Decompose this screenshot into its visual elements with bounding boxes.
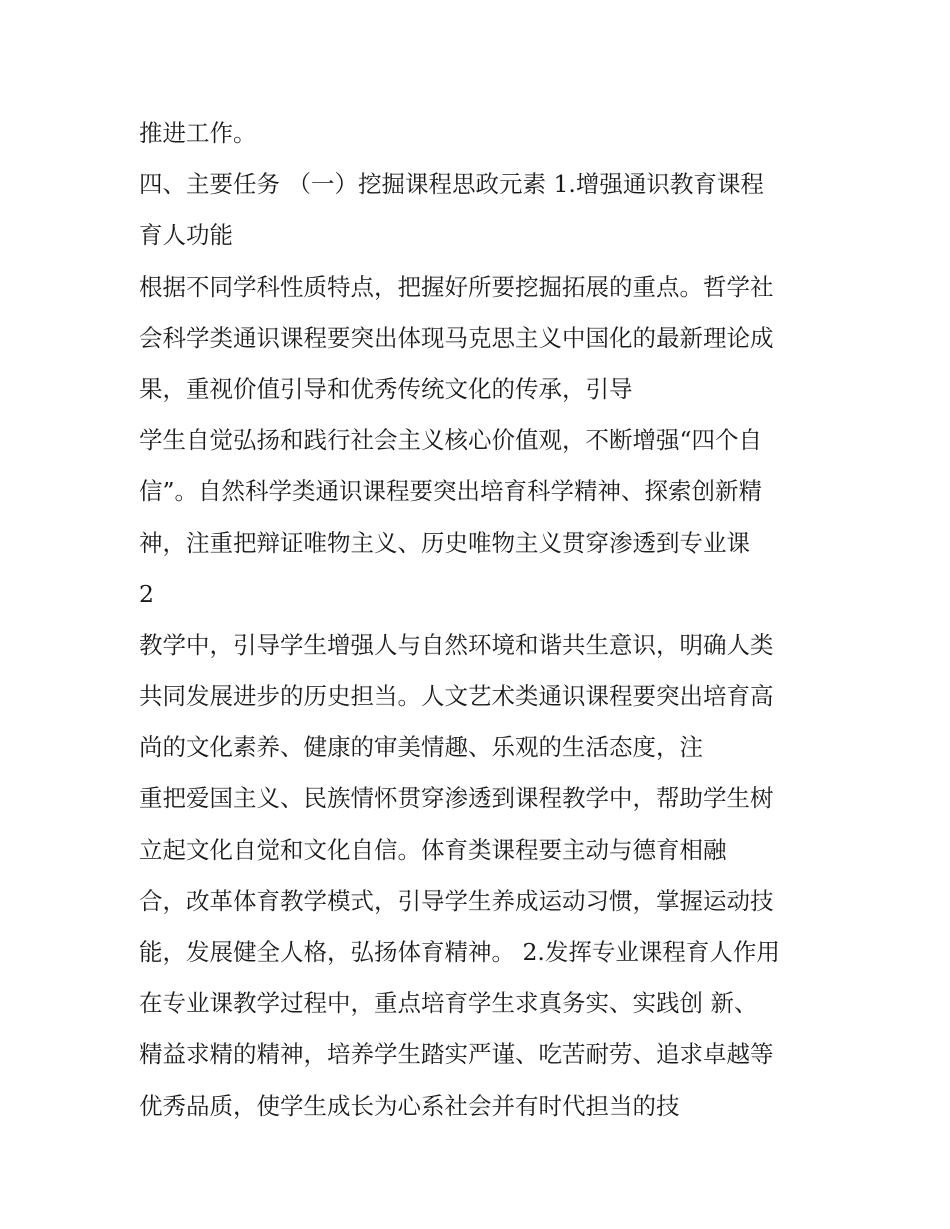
text-line: 能，发展健全人格，弘扬体育精神。 2.发挥专业课程育人作用 <box>139 938 780 966</box>
text-line: 尚的文化素养、健康的审美情趣、乐观的生活态度，注 <box>139 733 703 762</box>
text-line: 果，重视价值引导和优秀传统文化的传承，引导 <box>139 374 633 403</box>
section-heading-line: 四、主要任务 （一）挖掘课程思政元素 1.增强通识教育课程 <box>139 170 764 199</box>
text-line: 立起文化自觉和文化自信。体育类课程要主动与德育相融 <box>139 835 727 864</box>
text-line: 学生自觉弘扬和践行社会主义核心价值观，不断增强“四个自 <box>139 426 763 455</box>
text-line: 精益求精的精神，培养学生踏实严谨、吃苦耐劳、追求卓越等 <box>139 1040 774 1069</box>
text-line: 会科学类通识课程要突出体现马克思主义中国化的最新理论成 <box>139 323 774 352</box>
text-line: 神，注重把辩证唯物主义、历史唯物主义贯穿渗透到专业课 <box>139 528 750 557</box>
text-line: 推进工作。 <box>139 119 257 147</box>
text-line: 信”。自然科学类通识课程要突出培育科学精神、探索创新精 <box>139 477 763 506</box>
text-line: 重把爱国主义、民族情怀贯穿渗透到课程教学中，帮助学生树 <box>139 784 774 813</box>
page-number: 2 <box>139 579 154 608</box>
document-body <box>139 108 829 1132</box>
text-line: 合，改革体育教学模式，引导学生养成运动习惯，掌握运动技 <box>139 886 774 915</box>
text-line: 优秀品质，使学生成长为心系社会并有时代担当的技 <box>139 1091 680 1120</box>
text-line: 共同发展进步的历史担当。人文艺术类通识课程要突出培育高 <box>139 682 774 711</box>
section-heading-line: 育人功能 <box>139 221 233 250</box>
text-line: 根据不同学科性质特点，把握好所要挖掘拓展的重点。哲学社 <box>139 272 774 301</box>
text-line: 在专业课教学过程中，重点培育学生求真务实、实践创 新、 <box>139 989 758 1018</box>
text-line: 教学中，引导学生增强人与自然环境和谐共生意识，明确人类 <box>139 630 774 659</box>
